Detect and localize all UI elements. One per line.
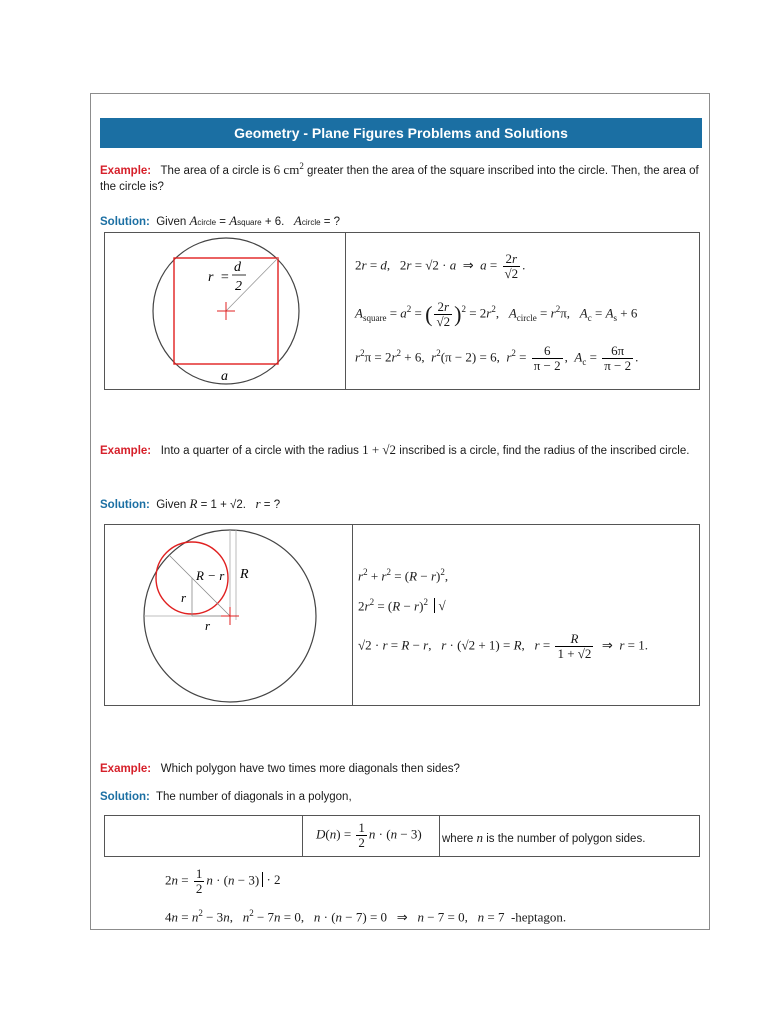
problem3-solution: Solution: The number of diagonals in a polygon, xyxy=(100,791,352,803)
problem3-eq2: $4n = n^2 - 3n$, $n^2 - 7n = 0$, n · (n − 7) = 0 ⇒ n − 7 = 0, n = 7 -heptagon. xyxy=(165,908,567,925)
problem1-given: Solution: Given Acircle = Asquare + 6. Acircle = ? xyxy=(100,213,341,228)
page-title: Geometry - Plane Figures Problems and Solutions xyxy=(100,118,702,148)
formula-divider-right xyxy=(439,815,440,857)
problem1-eq3: $r^2\pi = 2r^2 + 6$, $r^2(\pi - 2) = 6$, $r^2$ = $\frac{6}{\pi - 2}$ , $A_c$ = $\frac{6\pi}{\pi - 2}$ . xyxy=(355,343,639,373)
problem2-divider xyxy=(352,524,353,706)
problem2-given: Solution: Given R = 1 + √2. r = ? xyxy=(100,496,281,511)
diagonal-formula: D(n) = $\frac{1}{2}$ n · (n − 3) xyxy=(316,820,422,850)
fig2-label-R: R xyxy=(240,567,249,582)
fig1-label-two: 2 xyxy=(235,279,242,294)
fig2-label-R-minus-r: R − r xyxy=(196,568,225,583)
fig1-label-d: d xyxy=(234,260,241,275)
problem2-eq1: $r^2 + r^2 = (R - r)^2$, xyxy=(358,567,449,584)
problem3-question: Example: Which polygon have two times more diagonals then sides? xyxy=(100,763,460,775)
problem1-figure xyxy=(104,232,345,390)
fig2-label-r1: r xyxy=(181,590,187,605)
diagonal-line xyxy=(169,555,230,616)
problem2-question: Example: Into a quarter of a circle with the radius 1 + √2 inscribed is a circle, find the radius of the inscribed circle. xyxy=(100,442,690,457)
problem1-question: Example: The area of a circle is 6 $cm^2$ greater then the area of the square inscribed into the circle. Then, the area of the circle is? xyxy=(100,161,699,193)
problem2-figure xyxy=(104,524,352,706)
fig2-label-r2: r xyxy=(205,618,211,633)
fig1-label-r: r xyxy=(208,270,214,285)
formula-note: where n is the number of polygon sides. xyxy=(442,830,646,845)
problem2-eq2: $2r^2 = (R - r)^2$ √ xyxy=(358,597,446,614)
problem1-eq1: 2r = d, 2r = √2 · a ⇒ a = $\frac{2r}{√2}$ . xyxy=(355,251,526,281)
problem1-divider xyxy=(345,232,346,390)
formula-divider-left xyxy=(302,815,303,857)
problem3-eq1: 2n = $\frac{1}{2}$ n · (n − 3) · 2 xyxy=(165,866,281,896)
fig1-label-eq: = xyxy=(220,270,230,285)
fig1-label-a: a xyxy=(221,369,228,384)
problem2-eq3: √2 · r = R − r, r · (√2 + 1) = R, r = $\frac{R}{1 + √2}$ ⇒ r = 1. xyxy=(358,631,648,661)
problem1-eq2: $A_{square} = a^2$ = ( $\frac{2r}{√2}$ )$^2 = 2r^2$, $A_{circle} = r^2\pi$, $A_c = A_s + 6$ xyxy=(355,299,638,329)
